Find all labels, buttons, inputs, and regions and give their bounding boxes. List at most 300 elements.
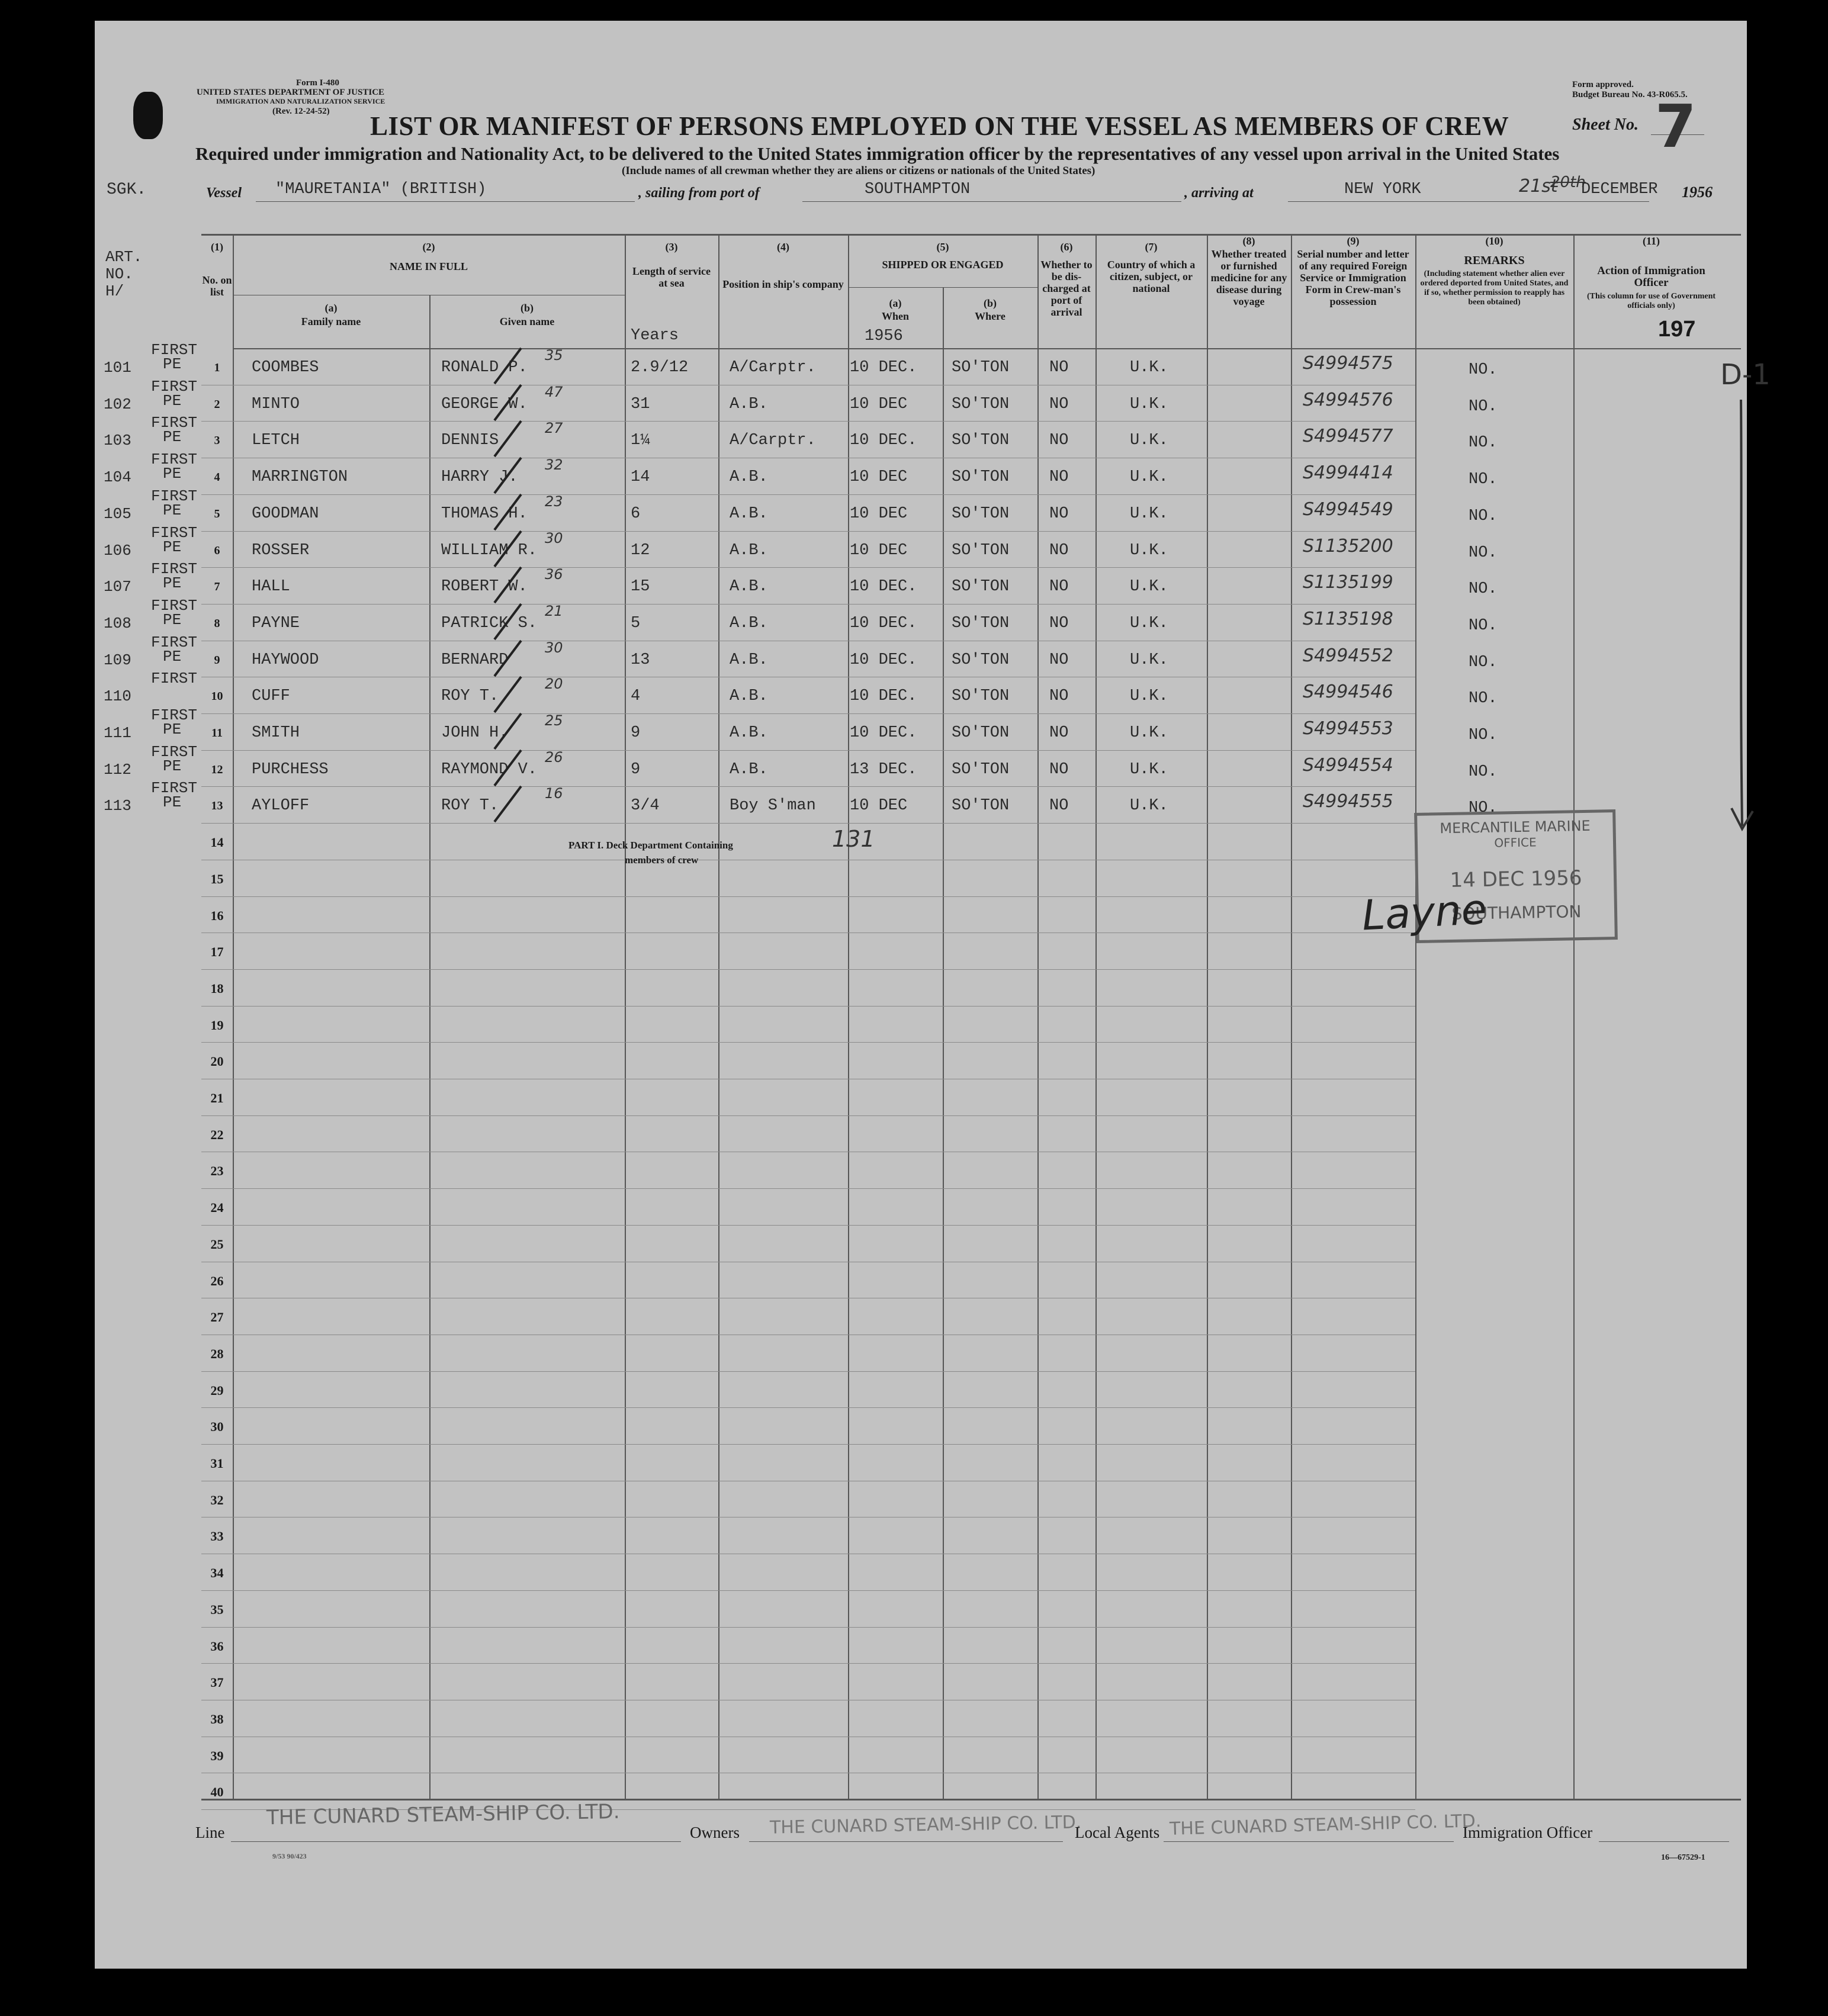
art-no-label: ART. NO. H/ (105, 248, 143, 300)
shipped-where: SO'TON (952, 432, 1010, 449)
crew-class: FIRST (151, 378, 198, 396)
col6-header: Whether to be dis-charged at port of arrival (1040, 259, 1093, 318)
row-number: 2 (214, 398, 220, 411)
crew-class: FIRST (151, 670, 198, 687)
col7-number: (7) (1145, 241, 1158, 253)
crew-class: FIRST (151, 706, 198, 724)
family-name: PAYNE (252, 615, 300, 632)
stamp-line1: MERCANTILE MARINE (1440, 817, 1591, 837)
crew-class-2: PE (163, 428, 182, 446)
remarks: NO. (1469, 763, 1498, 781)
discharged: NO (1049, 359, 1069, 377)
discharged: NO (1049, 761, 1069, 779)
discharged: NO (1049, 797, 1069, 815)
crew-class: FIRST (151, 341, 198, 359)
row-number: 6 (214, 544, 220, 557)
position: A.B. (730, 687, 768, 705)
crew-class: FIRST (151, 743, 198, 761)
given-name: PATRICK S. (441, 615, 538, 632)
service-length: 31 (631, 396, 650, 413)
col5a-letter: (a) (889, 297, 902, 309)
art-number: 109 (104, 651, 131, 669)
position: A/Carptr. (730, 432, 816, 449)
family-name: MINTO (252, 396, 300, 413)
vessel-label: Vessel (206, 185, 242, 201)
form-note: (Include names of all crewman whether they are aliens or citizens or nationals of the United States) (622, 165, 1095, 177)
given-name: ROBERT W. (441, 578, 528, 596)
country: U.K. (1130, 724, 1168, 742)
given-name: THOMAS H. (441, 505, 528, 523)
officer-label: Immigration Officer (1463, 1824, 1593, 1841)
remarks: NO. (1469, 471, 1498, 488)
owners-value: THE CUNARD STEAM-SHIP CO. LTD. (769, 1812, 1082, 1838)
age: 21 (545, 603, 563, 619)
col1-header: No. on list (202, 274, 232, 298)
row-number: 15 (210, 872, 224, 886)
row-number: 22 (210, 1127, 224, 1142)
line-underline (231, 1841, 681, 1842)
remarks: NO. (1469, 580, 1498, 598)
arriving-label: , arriving at (1184, 185, 1254, 201)
form-subtitle: Required under immigration and Nationality Act, to be delivered to the United States immigration officer by the representatives of any vessel upon arrival in the United States (195, 143, 1560, 164)
country: U.K. (1130, 651, 1168, 669)
form-approved: Form approved. (1572, 80, 1634, 89)
footer-line-label (195, 1824, 224, 1842)
crew-class-2: PE (163, 355, 182, 373)
given-name: JOHN H. (441, 724, 509, 742)
col5-number: (5) (936, 241, 949, 253)
age: 30 (545, 639, 563, 656)
row-line (201, 750, 1415, 751)
check-mark-icon (489, 528, 530, 570)
form-number: Form I-480 (296, 78, 339, 88)
col10-note: (Including statement whether alien ever ordered deported from United States, and if so, whether permission to reapply has been obtained) (1420, 269, 1569, 307)
service-length: 12 (631, 542, 650, 560)
row-number: 17 (210, 944, 224, 959)
discharged: NO (1049, 505, 1069, 523)
shipped-where: SO'TON (952, 761, 1010, 779)
shipped-where: SO'TON (952, 396, 1010, 413)
check-mark-icon (489, 564, 530, 606)
shipped-when: 10 DEC. (850, 432, 917, 449)
remarks: NO. (1469, 617, 1498, 635)
row-line (201, 1006, 1415, 1007)
row-line (201, 1663, 1415, 1664)
shipped-when: 10 DEC. (850, 687, 917, 705)
col-divider (1037, 234, 1039, 1799)
col10-header: REMARKS (1464, 254, 1525, 267)
owners-underline (749, 1841, 1063, 1842)
row-number: 26 (210, 1274, 224, 1288)
part-text: PART I. Deck Department Containing (568, 840, 733, 851)
shipped-when: 10 DEC (850, 797, 908, 815)
family-name: SMITH (252, 724, 300, 742)
position: A.B. (730, 505, 768, 523)
row-line (201, 1627, 1415, 1628)
discharged: NO (1049, 724, 1069, 742)
country: U.K. (1130, 615, 1168, 632)
art-number: 102 (104, 396, 131, 413)
crew-class-2: PE (163, 392, 182, 410)
row-number: 38 (210, 1712, 224, 1726)
serial-number: S1135199 (1303, 572, 1393, 593)
shipped-where: SO'TON (952, 797, 1010, 815)
shipped-where: SO'TON (952, 724, 1010, 742)
remarks: NO. (1469, 544, 1498, 562)
country: U.K. (1130, 468, 1168, 486)
country: U.K. (1130, 359, 1168, 377)
service-length: 13 (631, 651, 650, 669)
row-number: 21 (210, 1091, 224, 1105)
position: A.B. (730, 396, 768, 413)
row-number: 39 (210, 1748, 224, 1763)
art-number: 101 (104, 359, 131, 377)
check-mark-icon (489, 345, 530, 387)
col4-number: (4) (777, 241, 789, 253)
col-divider (1573, 234, 1575, 1799)
shipped-where: SO'TON (952, 687, 1010, 705)
art-number: 106 (104, 542, 131, 560)
row-number: 3 (214, 434, 220, 447)
country: U.K. (1130, 432, 1168, 449)
position: A.B. (730, 761, 768, 779)
family-name: HALL (252, 578, 290, 596)
row-number: 40 (210, 1785, 224, 1799)
crew-class-2: PE (163, 501, 182, 519)
given-name: GEORGE W. (441, 396, 528, 413)
family-name: ROSSER (252, 542, 310, 560)
row-number: 29 (210, 1383, 224, 1398)
row-number: 31 (210, 1456, 224, 1471)
shipped-where: SO'TON (952, 615, 1010, 632)
given-name: WILLIAM R. (441, 542, 538, 560)
service-length: 2.9/12 (631, 359, 689, 377)
row-number: 19 (210, 1018, 224, 1033)
serial-number: S4994576 (1303, 390, 1393, 410)
position: A.B. (730, 542, 768, 560)
country: U.K. (1130, 578, 1168, 596)
age: 16 (545, 785, 563, 802)
given-name: ROY T. (441, 687, 499, 705)
row-number: 13 (211, 799, 223, 812)
art-number: 105 (104, 505, 131, 523)
row-number: 4 (214, 471, 220, 484)
shipped-when: 10 DEC (850, 542, 908, 560)
position: A.B. (730, 615, 768, 632)
discharged: NO (1049, 578, 1069, 596)
row-line (201, 604, 1415, 605)
serial-number: S1135198 (1303, 609, 1393, 629)
col11-number: (11) (1643, 235, 1660, 247)
col2a-letter: (a) (325, 302, 338, 314)
col10-number: (10) (1485, 235, 1503, 247)
service-length: 4 (631, 687, 641, 705)
print-code: 16—67529-1 (1661, 1853, 1705, 1862)
check-mark-icon (489, 455, 530, 496)
position: A.B. (730, 724, 768, 742)
service-length: 15 (631, 578, 650, 596)
action-number: 197 (1658, 317, 1696, 342)
col5b-letter: (b) (984, 297, 997, 309)
margin-note: SGK. (107, 181, 147, 199)
row-number: 10 (211, 690, 223, 703)
row-number: 18 (210, 981, 224, 996)
row-line (201, 567, 1415, 568)
serial-number: S4994549 (1303, 499, 1393, 520)
shipped-when: 10 DEC. (850, 578, 917, 596)
check-mark-icon (489, 783, 530, 825)
part-text-2: members of crew (625, 854, 699, 866)
col4-header: Position in ship's company (722, 278, 844, 290)
crew-class: FIRST (151, 414, 198, 432)
row-line (201, 1444, 1415, 1445)
country: U.K. (1130, 797, 1168, 815)
sheet-content (95, 21, 1771, 1969)
discharged: NO (1049, 687, 1069, 705)
row-number: 36 (210, 1639, 224, 1654)
row-number: 5 (214, 507, 220, 520)
row-line (201, 1188, 1415, 1189)
serial-number: S4994553 (1303, 718, 1393, 739)
arrival-day-struck: 20th (1550, 173, 1586, 191)
arrival-year: 1956 (1682, 184, 1713, 201)
col9-header: Serial number and letter of any required Foreign Service or Immigration Form in Crew-man's possession (1297, 248, 1409, 307)
col2-header: NAME IN FULL (389, 261, 468, 272)
row-number: 8 (214, 617, 220, 630)
col-divider (1095, 234, 1097, 1799)
given-name: ROY T. (441, 797, 499, 815)
remarks: NO. (1469, 434, 1498, 452)
shipped-when: 10 DEC. (850, 615, 917, 632)
shipped-where: SO'TON (952, 468, 1010, 486)
age: 23 (545, 493, 563, 510)
check-mark-icon (489, 601, 530, 642)
shipped-when: 10 DEC (850, 468, 908, 486)
row-line (201, 531, 1415, 532)
remarks: NO. (1469, 361, 1498, 379)
shipped-where: SO'TON (952, 359, 1010, 377)
header-bottom-line (233, 348, 1741, 349)
col-divider (943, 287, 944, 1799)
art-number: 104 (104, 468, 131, 486)
row-number: 14 (210, 835, 224, 850)
row-number: 23 (210, 1163, 224, 1178)
form-title: LIST OR MANIFEST OF PERSONS EMPLOYED ON THE VESSEL AS MEMBERS OF CREW (370, 111, 1509, 141)
family-name: PURCHESS (252, 761, 329, 779)
row-line (201, 1225, 1415, 1226)
serial-number: S4994575 (1303, 353, 1393, 374)
action-mark: D-1 (1720, 358, 1771, 391)
shipped-when: 10 DEC. (850, 651, 917, 669)
row-number: 27 (210, 1310, 224, 1324)
age: 32 (545, 456, 563, 473)
crew-class-2: PE (163, 465, 182, 483)
age: 26 (545, 749, 563, 766)
shipped-subhead-line (848, 287, 1037, 288)
discharged: NO (1049, 615, 1069, 632)
row-line (201, 494, 1415, 495)
manifest-sheet (95, 21, 1771, 1969)
sheet-number: 7 (1655, 92, 1697, 161)
discharged: NO (1049, 651, 1069, 669)
col-divider (848, 234, 849, 1799)
art-number: 113 (104, 797, 131, 815)
art-number: 111 (104, 724, 131, 742)
row-line (201, 713, 1415, 714)
crew-class: FIRST (151, 451, 198, 468)
country: U.K. (1130, 396, 1168, 413)
crew-class: FIRST (151, 524, 198, 542)
col-divider (1207, 234, 1208, 1799)
remarks: NO. (1469, 799, 1498, 817)
col8-number: (8) (1242, 235, 1255, 247)
given-name: RONALD P. (441, 359, 528, 377)
age: 20 (545, 676, 563, 692)
crew-class: FIRST (151, 634, 198, 651)
row-number: 1 (214, 361, 220, 374)
family-name: COOMBES (252, 359, 319, 377)
given-name: DENNIS (441, 432, 499, 449)
budget-bureau: Budget Bureau No. 43-R065.5. (1572, 90, 1688, 99)
ink-blot (133, 92, 163, 139)
crew-class: FIRST (151, 779, 198, 797)
shipped-where: SO'TON (952, 578, 1010, 596)
col5-header: SHIPPED OR ENGAGED (882, 259, 1004, 271)
shipped-when: 10 DEC. (850, 359, 917, 377)
down-arrow-icon (1729, 400, 1765, 838)
art-number: 108 (104, 615, 131, 632)
col6-number: (6) (1060, 241, 1073, 253)
line-value: THE CUNARD STEAM-SHIP CO. LTD. (266, 1799, 620, 1830)
row-number: 9 (214, 654, 220, 667)
check-mark-icon (489, 747, 530, 789)
art-number: 107 (104, 578, 131, 596)
country: U.K. (1130, 687, 1168, 705)
remarks: NO. (1469, 507, 1498, 525)
row-number: 20 (210, 1054, 224, 1069)
agents-underline (1164, 1841, 1454, 1842)
row-number: 30 (210, 1419, 224, 1434)
position: A.B. (730, 651, 768, 669)
given-name: HARRY J. (441, 468, 518, 486)
row-number: 25 (210, 1237, 224, 1252)
row-line (201, 1590, 1415, 1591)
port-from: SOUTHAMPTON (865, 181, 971, 198)
family-name: MARRINGTON (252, 468, 348, 486)
row-number: 37 (210, 1675, 224, 1690)
row-number: 7 (214, 580, 220, 593)
discharged: NO (1049, 542, 1069, 560)
serial-number: S1135200 (1303, 536, 1393, 557)
row-line (201, 1042, 1415, 1043)
row-line (201, 1371, 1415, 1372)
col3-header: Length of service at sea (632, 265, 711, 289)
col9-number: (9) (1347, 235, 1360, 247)
shipped-where: SO'TON (952, 505, 1010, 523)
row-number: 35 (210, 1602, 224, 1617)
port-arriving: NEW YORK (1344, 181, 1421, 198)
country: U.K. (1130, 542, 1168, 560)
col-divider (429, 295, 431, 1799)
service-length: 9 (631, 724, 641, 742)
col-divider (233, 234, 234, 1799)
revision: (Rev. 12-24-52) (272, 107, 330, 116)
shipped-where: SO'TON (952, 651, 1010, 669)
remarks: NO. (1469, 398, 1498, 416)
row-number: 32 (210, 1493, 224, 1507)
col-divider (1291, 234, 1292, 1799)
crew-class-2: PE (163, 721, 182, 738)
crew-class-2: PE (163, 757, 182, 775)
crew-class: FIRST (151, 597, 198, 615)
col-divider (1415, 234, 1416, 1799)
discharged: NO (1049, 432, 1069, 449)
service-length: 9 (631, 761, 641, 779)
age: 47 (545, 384, 563, 400)
agents-label: Local Agents (1075, 1824, 1160, 1841)
arriving-line (1288, 201, 1649, 202)
shipped-when: 10 DEC (850, 396, 908, 413)
vessel-name: "MAURETANIA" (BRITISH) (275, 181, 487, 198)
check-mark-icon (489, 491, 530, 533)
stamp-date: 14 DEC 1956 (1450, 866, 1582, 892)
signature: Layne (1360, 885, 1488, 940)
crew-class-2: PE (163, 611, 182, 629)
family-name: AYLOFF (252, 797, 310, 815)
remarks: NO. (1469, 654, 1498, 671)
service-length: 3/4 (631, 797, 660, 815)
row-number: 34 (210, 1565, 224, 1580)
check-mark-icon (489, 382, 530, 423)
col2b-header: Given name (499, 316, 555, 327)
crew-class-2: PE (163, 574, 182, 592)
row-number: 16 (210, 908, 224, 923)
age: 25 (545, 712, 563, 729)
age: 35 (545, 347, 563, 364)
family-name: GOODMAN (252, 505, 319, 523)
col5-year: 1956 (865, 327, 903, 345)
check-mark-icon (489, 674, 530, 715)
col11-header: Action of Immigration Officer (1597, 265, 1705, 289)
crew-class-2: PE (163, 538, 182, 556)
shipped-when: 10 DEC. (850, 724, 917, 742)
shipped-when: 13 DEC. (850, 761, 917, 779)
col2b-letter: (b) (521, 302, 534, 314)
col3-number: (3) (665, 241, 678, 253)
discharged: NO (1049, 468, 1069, 486)
sheet-label: Sheet No. (1572, 115, 1639, 134)
crew-class: FIRST (151, 487, 198, 505)
remarks: NO. (1469, 690, 1498, 708)
age: 36 (545, 566, 563, 583)
service: IMMIGRATION AND NATURALIZATION SERVICE (216, 97, 385, 105)
col11-note: (This column for use of Government officials only) (1586, 292, 1716, 310)
row-line (201, 896, 1415, 897)
position: Boy S'man (730, 797, 816, 815)
country: U.K. (1130, 505, 1168, 523)
shipped-when: 10 DEC (850, 505, 908, 523)
col-divider (718, 234, 719, 1799)
art-number: 112 (104, 761, 131, 779)
col5a-header: When (881, 310, 909, 322)
position: A.B. (730, 578, 768, 596)
discharged: NO (1049, 396, 1069, 413)
family-name: LETCH (252, 432, 300, 449)
service-length: 1¼ (631, 432, 650, 449)
vessel-line (256, 201, 635, 202)
family-name: HAYWOOD (252, 651, 319, 669)
serial-number: S4994555 (1303, 791, 1393, 812)
